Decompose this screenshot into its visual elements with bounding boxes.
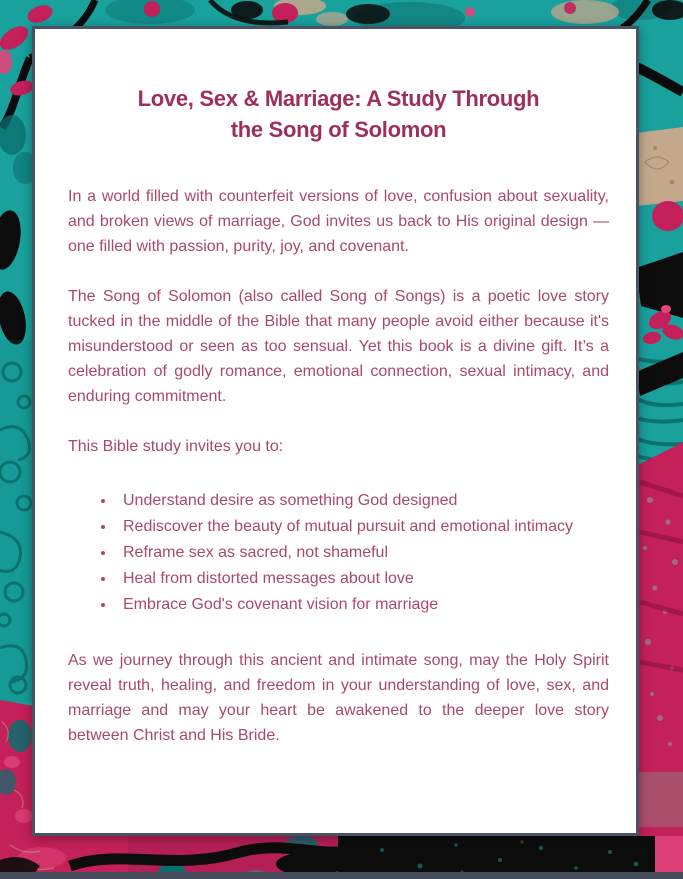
paragraph-about: The Song of Solomon (also called Song of Songs) is a poetic love story tucked in the middle of the Bible that many people avoid either because it's misunderstood or seen as too sensual. Yet this book is a divine gift. It’s a celebration of godly romance, emotional connection, sexual intimacy, and enduring commitment. bbox=[68, 288, 609, 405]
list-item: • Embrace God's covenant vision for marriage bbox=[116, 592, 609, 618]
list-item: • Reframe sex as sacred, not shameful bbox=[116, 540, 609, 566]
list-item: • Heal from distorted messages about love bbox=[116, 566, 609, 592]
paragraph-invite: This Bible study invites you to: bbox=[68, 438, 284, 455]
list-item: • Rediscover the beauty of mutual pursuit and emotional intimacy bbox=[116, 514, 609, 540]
list-item: • Understand desire as something God designed bbox=[116, 488, 609, 514]
bottom-strip bbox=[0, 872, 683, 879]
page-title-line1: Love, Sex & Marriage: A Study Through bbox=[137, 86, 540, 111]
document-page bbox=[32, 26, 639, 836]
bullet-list bbox=[68, 488, 609, 618]
page-title bbox=[68, 83, 609, 145]
page-title-line2: the Song of Solomon bbox=[230, 117, 447, 142]
paragraph-intro: In a world filled with counterfeit versions of love, confusion about sexuality, and broken views of marriage, God invites us back to His original design — one filled with passion, purity, joy, and covenant. bbox=[68, 188, 609, 255]
paragraph-closing: As we journey through this ancient and intimate song, may the Holy Spirit reveal truth, healing, and freedom in your understanding of love, sex, and marriage and may your heart be awakened to the deeper love story between Christ and His Bride. bbox=[68, 652, 609, 744]
